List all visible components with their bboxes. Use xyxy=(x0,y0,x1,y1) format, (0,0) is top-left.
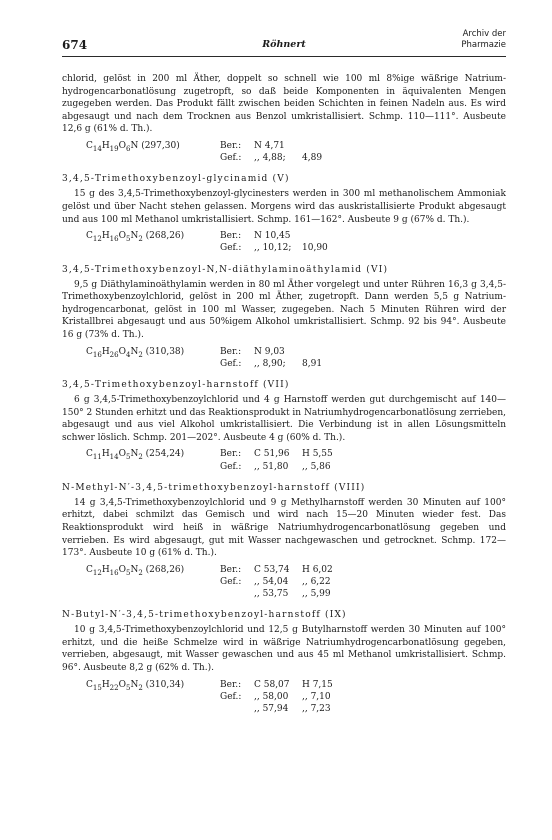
found-label: Gef.: xyxy=(220,461,242,472)
calculated-value: H 6,02 xyxy=(302,564,333,575)
found-label: Gef.: xyxy=(220,691,242,702)
found-value: ,, 57,94 xyxy=(254,704,289,715)
analysis-values xyxy=(220,140,506,164)
calculated-label: Ber.: xyxy=(220,231,242,242)
analysis-values xyxy=(220,564,506,601)
molecular-formula: $C_{11}H_{14}O_5N_2$ (254,24) xyxy=(86,449,185,462)
calculated-value: C 53,74 xyxy=(254,564,290,575)
found-row-extra xyxy=(220,703,506,715)
section-paragraph: 10 g 3,4,5-Trimethoxybenzoylchlorid und 12,5 g Butylharnstoff werden 30 Minuten auf 100° erhitzt, und die heiße Schmelze wird in wäßrige Natriumhydrogencarbonatlösung gegeben, verrieben, abgesaugt, mit Wasser gewaschen und aus 45 ml Methanol umkristallisiert. Schmp. 96°. Ausbeute 8,2 g (62% d. Th.). xyxy=(62,625,506,674)
found-row xyxy=(220,242,506,254)
calculated-value: C 51,96 xyxy=(254,449,290,460)
running-author: Röhnert xyxy=(262,39,306,50)
calculated-label: Ber.: xyxy=(220,346,242,357)
journal-line-2: Pharmazie xyxy=(461,40,506,50)
molecular-formula: $C_{12}H_{16}O_5N_2$ (268,26) xyxy=(86,564,185,577)
analysis-values xyxy=(220,679,506,716)
found-value: ,, 53,75 xyxy=(254,589,289,600)
found-row xyxy=(220,691,506,703)
found-value: ,, 5,86 xyxy=(302,461,331,472)
section-paragraph: 6 g 3,4,5-Trimethoxybenzoylchlorid und 4 g Harnstoff werden gut durchgemischt auf 140—150° 2 Stunden erhitzt und das Reaktionsprodukt in Natriumhydrogencarbonatlösung zerrieben, abgesaugt und aus viel Alkohol umkristallisiert. Die Verbindung ist in allen Lösungsmitteln schwer löslich. Schmp. 201—202°. Ausbeute 4 g (60% d. Th.). xyxy=(62,394,506,443)
page-number: 674 xyxy=(62,38,88,52)
calculated-value: H 5,55 xyxy=(302,449,333,460)
section-paragraph: 15 g des 3,4,5-Trimethoxybenzoyl-glycinesters werden in 300 ml methanolischem Ammoniak gelöst und über Nacht stehen gelassen. Morgens wird das auskristallisierte Produkt abgesaugt und aus 100 ml Methanol umkristallisiert. Schmp. 161—162°. Ausbeute 9 g (67% d. Th.). xyxy=(62,189,506,225)
calculated-row xyxy=(220,448,506,460)
calculated-label: Ber.: xyxy=(220,564,242,575)
analysis-values xyxy=(220,230,506,254)
calculated-row xyxy=(220,346,506,358)
found-label: Gef.: xyxy=(220,243,242,254)
section-paragraph: 14 g 3,4,5-Trimethoxybenzoylchlorid und 9 g Methylharnstoff werden 30 Minuten auf 100° erhitzt, dabei schmilzt das Gemisch und wird nach 15—20 Minuten wieder fest. Das Reaktionsprodukt wird heiß in wäßrige Natriumhydrogencarbonatlösung gegeben und verrieben. Es wird abgesaugt, gut mit Wasser nachgewaschen und getrocknet. Schmp. 172—173°. Ausbeute 10 g (61% d. Th.). xyxy=(62,497,506,559)
found-value: ,, 4,88; xyxy=(254,153,286,164)
found-label: Gef.: xyxy=(220,358,242,369)
found-value: ,, 51,80 xyxy=(254,461,289,472)
found-row xyxy=(220,358,506,370)
calculated-row xyxy=(220,564,506,576)
found-value: 4,89 xyxy=(302,153,323,164)
elemental-analysis xyxy=(62,230,506,254)
found-value: ,, 54,04 xyxy=(254,576,289,587)
section-paragraph: 9,5 g Diäthylaminoäthylamin werden in 80 ml Äther vorgelegt und unter Rühren 16,3 g 3,4,5-Trimethoxybenzoylchlorid, gelöst in 200 ml Äther, zugetropft. Dann werden 5,5 g Natrium-hydrogencarbonat, gelöst in 100 ml Wasser, zugegeben. Nach 5 Minuten Rühren wird der Kristallbrei abgesaugt und aus 50%igem Alkohol umkristallisiert. Schmp. 92 bis 94°. Ausbeute 16 g (73% d. Th.). xyxy=(62,279,506,340)
found-value: ,, 7,10 xyxy=(302,691,331,702)
calculated-row xyxy=(220,230,506,242)
section-heading: N-Butyl-N′-3,4,5-trimethoxybenzoyl-harnstoff (IX) xyxy=(62,610,347,621)
calculated-value: C 58,07 xyxy=(254,679,290,690)
calculated-value: N 4,71 xyxy=(254,140,285,151)
found-row xyxy=(220,461,506,473)
section-heading: 3,4,5-Trimethoxybenzoyl-harnstoff (VII) xyxy=(62,379,290,390)
found-label: Gef.: xyxy=(220,153,242,164)
journal-name xyxy=(461,29,506,51)
found-row xyxy=(220,576,506,588)
found-value: ,, 6,22 xyxy=(302,576,331,587)
found-row xyxy=(220,152,506,164)
intro-analysis xyxy=(62,140,506,164)
analysis-values xyxy=(220,346,506,370)
calculated-label: Ber.: xyxy=(220,679,242,690)
section-heading: N-Methyl-N′-3,4,5-trimethoxybenzoyl-harnstoff (VIII) xyxy=(62,482,366,493)
found-value: ,, 7,23 xyxy=(302,704,331,715)
page-header xyxy=(62,30,506,57)
calculated-label: Ber.: xyxy=(220,140,242,151)
found-value: ,, 10,12; xyxy=(254,243,292,254)
molecular-formula: $C_{14}H_{19}O_6N$ (297,30) xyxy=(86,140,180,153)
found-value: ,, 58,00 xyxy=(254,691,289,702)
calculated-row xyxy=(220,140,506,152)
intro-paragraph: chlorid, gelöst in 200 ml Äther, doppelt so schnell wie 100 ml 8%ige wäßrige Natriumhydrogencarbonatlösung zugetropft, so daß beide Komponenten in äquivalenten Mengen zugegeben werden. Das Produkt fällt zwischen beiden Schichten in feinen Nadeln aus. Es wird abgesaugt und nach dem Trocknen aus Benzol umkristallisiert. Schmp. 110—111°. Ausbeute 12,6 g (61% d. Th.). xyxy=(62,74,506,135)
elemental-analysis xyxy=(62,448,506,472)
elemental-analysis xyxy=(62,346,506,370)
found-label: Gef.: xyxy=(220,576,242,587)
molecular-formula: $C_{12}H_{16}O_5N_2$ (268,26) xyxy=(86,231,185,243)
elemental-analysis xyxy=(62,679,506,716)
calculated-value: N 9,03 xyxy=(254,346,285,357)
analysis-values xyxy=(220,448,506,472)
found-value: ,, 5,99 xyxy=(302,589,331,600)
document-page xyxy=(62,30,506,717)
elemental-analysis xyxy=(62,564,506,601)
molecular-formula: $C_{15}H_{22}O_5N_2$ (310,34) xyxy=(86,679,185,692)
journal-line-1: Archiv der xyxy=(462,29,506,39)
calculated-row xyxy=(220,679,506,691)
molecular-formula: $C_{16}H_{26}O_4N_2$ (310,38) xyxy=(86,346,185,359)
calculated-label: Ber.: xyxy=(220,449,242,460)
found-value: ,, 8,90; xyxy=(254,358,286,369)
found-value: 10,90 xyxy=(302,243,328,254)
calculated-value: H 7,15 xyxy=(302,679,333,690)
calculated-value: N 10,45 xyxy=(254,231,291,242)
section-heading: 3,4,5-Trimethoxybenzoyl-N,N-diäthylaminoäthylamid (VI) xyxy=(62,264,389,275)
section-heading: 3,4,5-Trimethoxybenzoyl-glycinamid (V) xyxy=(62,174,290,185)
found-row-extra xyxy=(220,588,506,600)
found-value: 8,91 xyxy=(302,358,323,369)
